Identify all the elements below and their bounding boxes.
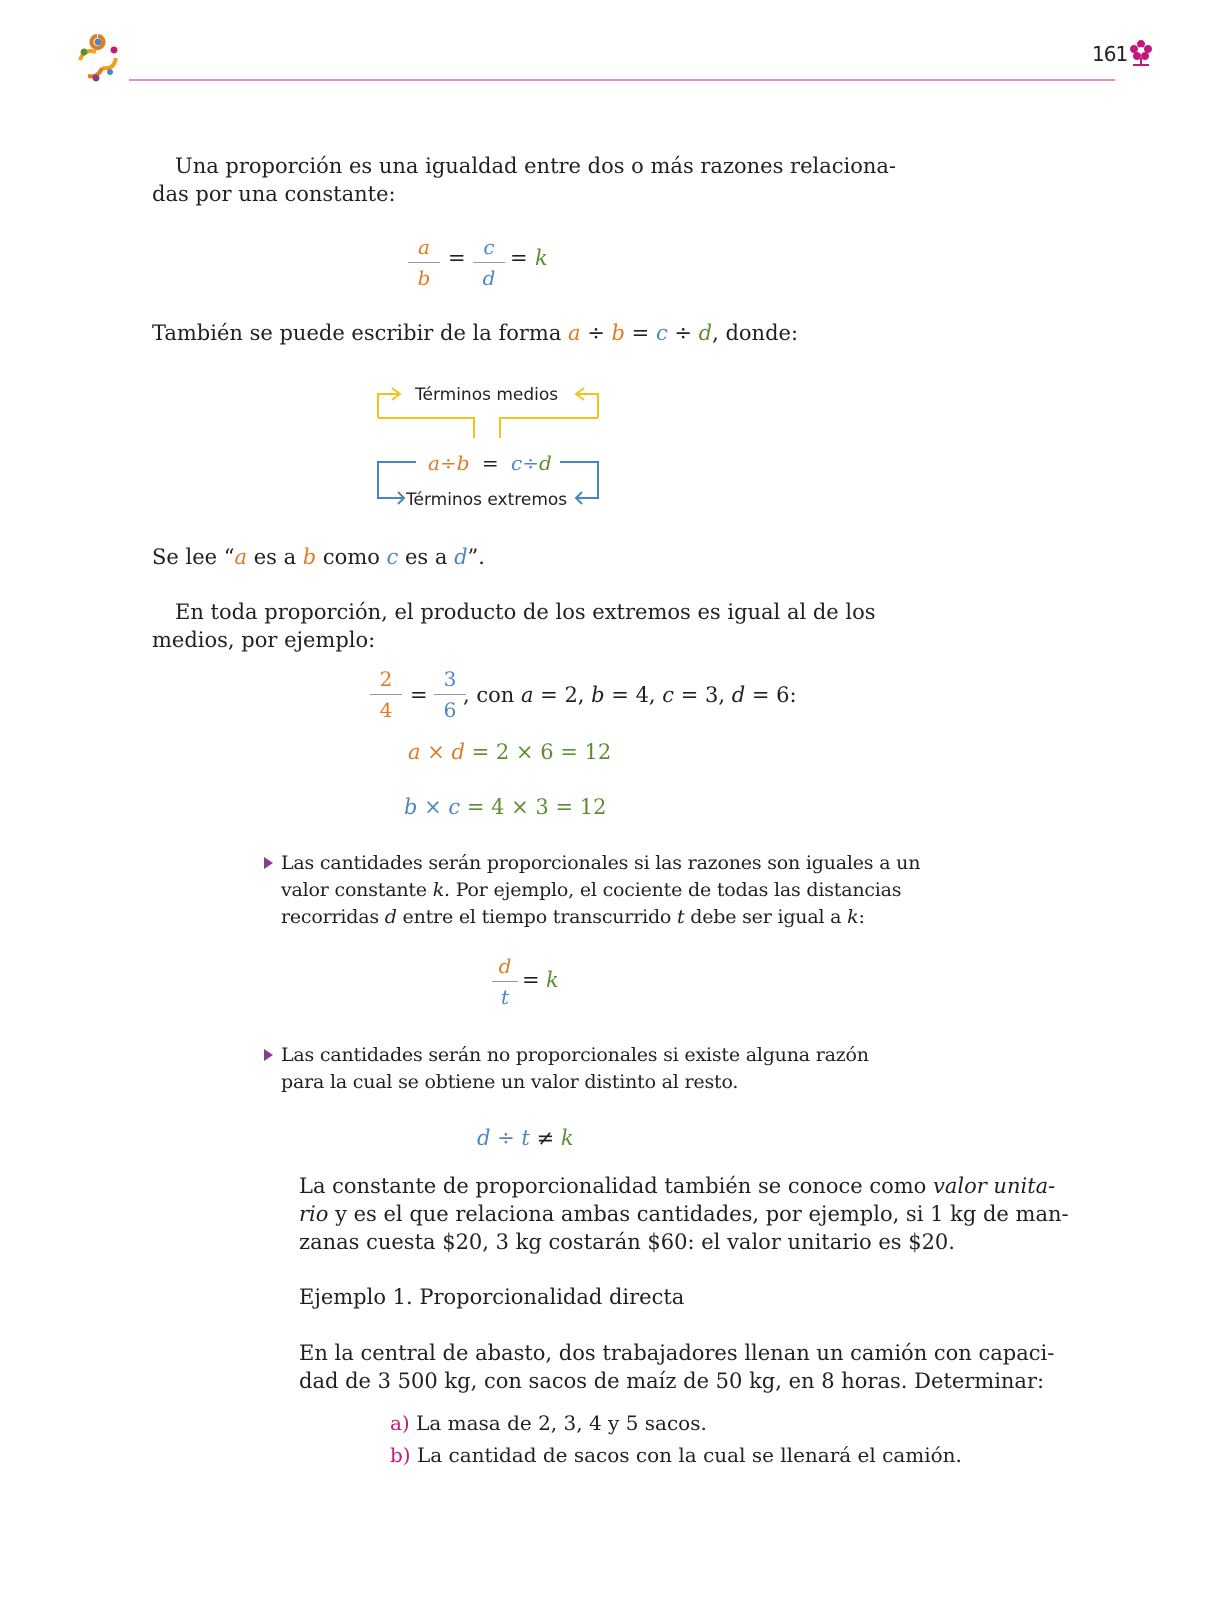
- denominator-4: 4: [379, 698, 393, 722]
- reads-as-line: Se lee “a es a b como c es a d”.: [152, 545, 485, 569]
- intro-line-1: Una proporción es una igualdad entre dos o más razones relaciona-: [175, 154, 897, 178]
- denominator-b: b: [417, 266, 431, 290]
- bullet1-line-1: Las cantidades serán proporcionales si las razones son iguales a un: [281, 852, 921, 874]
- equals-sign: =: [510, 246, 528, 270]
- list-item-text: La masa de 2, 3, 4 y 5 sacos.: [416, 1411, 707, 1435]
- product-a-times-d: a × d = 2 × 6 = 12: [408, 740, 612, 764]
- example1-title: Ejemplo 1. Proporcionalidad directa: [299, 1285, 685, 1309]
- product-b-times-c: b × c = 4 × 3 = 12: [404, 795, 607, 819]
- fraction-c-over-d: [473, 234, 505, 291]
- bullet2-line-1: Las cantidades serán no proporcionales si existe alguna razón: [281, 1044, 869, 1066]
- fraction-a-over-b: [408, 234, 440, 291]
- unit-value-line-1: La constante de proporcionalidad también se conoce como valor unita-: [299, 1174, 1056, 1198]
- sun-spiral-logo-icon: [70, 30, 126, 86]
- example1-line-2: dad de 3 500 kg, con sacos de maíz de 50 kg, en 8 horas. Determinar:: [299, 1369, 1045, 1393]
- list-item-text: La cantidad de sacos con la cual se llenará el camión.: [416, 1443, 962, 1467]
- example-values: , con a = 2, b = 4, c = 3, d = 6:: [463, 683, 797, 707]
- header-rule: [129, 79, 1115, 81]
- formula-not-equal: d ÷ t ≠ k: [477, 1126, 574, 1150]
- equals-sign: =: [522, 968, 540, 992]
- terms-extremos-label: Términos extremos: [406, 490, 568, 510]
- example1-line-1: En la central de abasto, dos trabajadores llenan un camión con capaci-: [299, 1341, 1055, 1365]
- bullet-triangle-icon: [264, 1049, 273, 1061]
- page-number: 161: [1092, 42, 1128, 66]
- bullet-triangle-icon: [264, 857, 273, 869]
- bullet1-line-2: valor constante k. Por ejemplo, el cociente de todas las distancias: [281, 879, 902, 901]
- bullet1-line-3: recorridas d entre el tiempo transcurrido t debe ser igual a k:: [281, 906, 865, 928]
- numerator-c: c: [483, 235, 495, 259]
- unit-value-line-2: rio y es el que relaciona ambas cantidades, por ejemplo, si 1 kg de man-: [299, 1202, 1069, 1226]
- unit-value-line-3: zanas cuesta $20, 3 kg costarán $60: el valor unitario es $20.: [299, 1230, 955, 1254]
- intro-line-2: das por una constante:: [152, 182, 396, 206]
- equals-sign: =: [448, 246, 466, 270]
- numerator-d: d: [498, 954, 512, 978]
- denominator-6: 6: [443, 698, 457, 722]
- list-marker: a): [390, 1411, 410, 1435]
- fraction-d-over-t: [492, 953, 518, 1010]
- numerator-2: 2: [379, 667, 393, 691]
- example1-item-a: [390, 1409, 707, 1437]
- also-written-line: También se puede escribir de la forma a ÷ b = c ÷ d, donde:: [152, 321, 799, 345]
- terms-medios-label: Términos medios: [415, 385, 559, 405]
- denominator-d: d: [482, 266, 496, 290]
- product-rule-line-2: medios, por ejemplo:: [152, 628, 376, 652]
- constant-k: k: [546, 968, 559, 992]
- product-rule-line-1: En toda proporción, el producto de los extremos es igual al de los: [175, 600, 876, 624]
- example1-item-b: [390, 1441, 962, 1469]
- fraction-2-over-4: [370, 666, 402, 723]
- fraction-3-over-6: [434, 666, 466, 723]
- bullet2-line-2: para la cual se obtiene un valor distinto al resto.: [281, 1071, 739, 1093]
- equals-sign: =: [410, 683, 428, 707]
- terms-expression: a÷b = c÷d: [428, 451, 552, 475]
- denominator-t: t: [500, 985, 510, 1009]
- numerator-3: 3: [443, 667, 457, 691]
- numerator-a: a: [418, 235, 430, 259]
- list-marker: b): [390, 1443, 411, 1467]
- flower-ornament-icon: [1127, 38, 1155, 68]
- constant-k: k: [535, 246, 548, 270]
